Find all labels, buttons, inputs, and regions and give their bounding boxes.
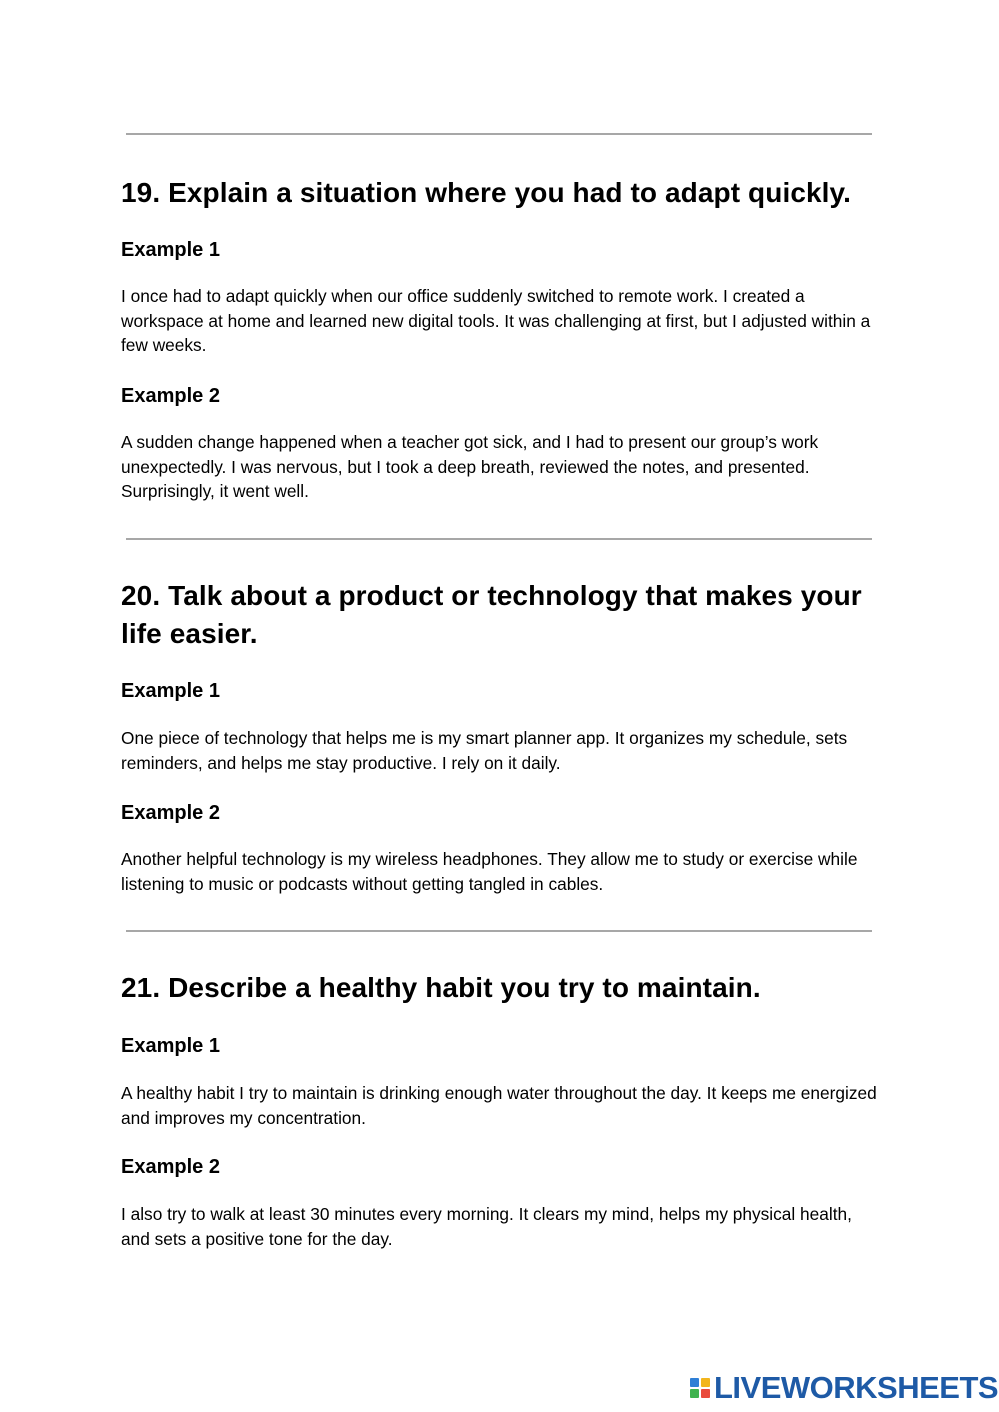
example-label: Example 2 — [121, 802, 220, 824]
example-text: I also try to walk at least 30 minutes every morning. It clears my mind, helps my physical health, and sets a positive tone for the day. — [121, 1204, 852, 1249]
example-label: Example 1 — [121, 1035, 220, 1057]
example-text: I once had to adapt quickly when our office suddenly switched to remote work. I created a workspace at home and learned new digital tools. It was challenging at first, but I adjusted within a few weeks. — [121, 286, 871, 355]
example-text: A sudden change happened when a teacher got sick, and I had to present our group’s work unexpectedly. I was nervous, but I took a deep breath, reviewed the notes, and presented. Surprisingly, it went well. — [121, 432, 819, 501]
question-title: 21. Describe a healthy habit you try to maintain. — [121, 972, 761, 1003]
question-title: 20. Talk about a product or technology that makes your life easier. — [121, 580, 862, 649]
example-label: Example 1 — [121, 680, 220, 702]
example-label: Example 1 — [121, 239, 220, 261]
question-title: 19. Explain a situation where you had to adapt quickly. — [121, 177, 852, 208]
logo-text: LIVEWORKSHEETS — [714, 1370, 999, 1405]
example-text: A healthy habit I try to maintain is drinking enough water throughout the day. It keeps me energized and improves my concentration. — [121, 1083, 877, 1128]
liveworksheets-logo[interactable] — [690, 1372, 998, 1404]
section-divider — [126, 133, 872, 135]
example-label: Example 2 — [121, 1156, 220, 1178]
liveworksheets-logo-icon — [690, 1378, 710, 1398]
section-divider — [126, 538, 872, 540]
example-label: Example 2 — [121, 385, 220, 407]
example-text: One piece of technology that helps me is my smart planner app. It organizes my schedule, sets reminders, and helps me stay productive. I rely on it daily. — [121, 728, 848, 773]
section-divider — [126, 930, 872, 932]
example-text: Another helpful technology is my wireless headphones. They allow me to study or exercise while listening to music or podcasts without getting tangled in cables. — [121, 849, 858, 894]
